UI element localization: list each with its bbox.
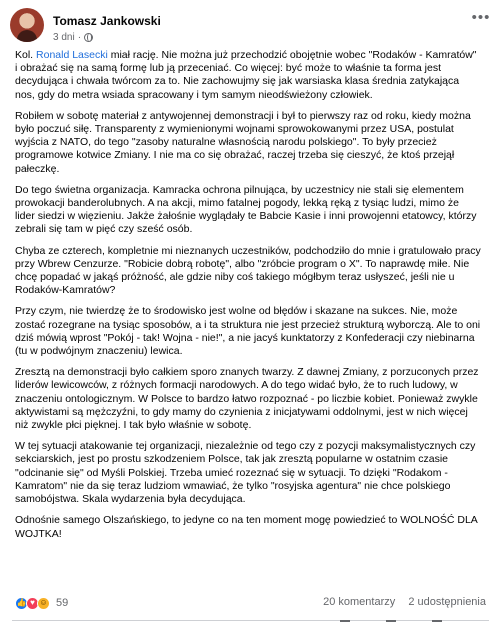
post-paragraph-6: Zresztą na demonstracji było całkiem sporo znanych twarzy. Z dawnej Zmiany, z porzuconych przez liderów lewicowców, z różnych formacji narodowych. A do tego widać było, że to ruch ludowy, w znaczeniu ontologicznym. W Polsce to bardzo łatwo rozpoznać - po liczbie kobiet. Ponieważ zwykle aktywistami są mężczyźni, to gdy mamy do czynienia z inicjatywami oddolnymi, jest w nich więcej niż zwykle płci pięknej. I tak było właśnie w sobotę. bbox=[15, 366, 479, 432]
like-action-icon[interactable] bbox=[340, 620, 350, 627]
post-paragraph-1 bbox=[15, 49, 481, 102]
reaction-summary[interactable] bbox=[15, 595, 68, 611]
post-paragraph-2: Robiłem w sobotę materiał z antywojennej demonstracji i był to pierwszy raz od roku, kiedy można było poczuć siłę. Transparenty z wymienionymi wojnami sprowokowanymi przez USA, postulat wyjścia z NATO, do tego "zasoby naturalne własnością narodu polskiego". To były przecież programowe kotwice Zmiany. I nie ma co się obrażać, raczej trzeba się cieszyć, że ktoś przejął pałeczkę. bbox=[15, 109, 471, 175]
author-avatar[interactable] bbox=[10, 8, 44, 42]
post-paragraph-7: W tej sytuacji atakowanie tej organizacji, niezależnie od tego czy z pozycji maksymalistycznych czy sekciarskich, jest po prostu szkodzeniem Polsce, tak jak zresztą popularne w ostatnim czasie "odcinanie się" od Myśli Polskiej. Trzeba umieć rozeznać się w sytuacji. To dzięki "Rodakom - Kamratom" nie da się teraz ludziom wmawiać, że tylko "rosyjska agentura" nie chce polskiego samobójstwa. Skala wydarzenia była decydująca. bbox=[15, 440, 476, 506]
haha-reaction-icon: ☺ bbox=[37, 597, 50, 610]
post-paragraph-5: Przy czym, nie twierdzę że to środowisko jest wolne od błędów i skazane na sukces. Nie, może zostać rozegrane na tysiąc sposobów, a i ta struktura nie jest przecież strukturą wyborczą. Ale to oni dziś mówią wprost "Pokój - tak! Wojna - nie!", a nie jacyś kunktatorzy z Konfederacji czy niebinarna (tu w podwójnym znaczeniu) lewica. bbox=[15, 305, 481, 358]
more-options-button[interactable]: ••• bbox=[471, 8, 491, 26]
meta-separator: · bbox=[77, 32, 82, 43]
comments-count-link[interactable]: 20 komentarzy bbox=[323, 596, 396, 608]
share-action-icon[interactable] bbox=[432, 620, 442, 627]
post-paragraph-4: Chyba ze czterech, kompletnie mi nieznanych uczestników, podchodziło do mnie i gratulowało pracy przy Wbrew Cenzurze. "Robicie dobrą robotę", albo "zróbcie program o X". To naprawdę miłe. Nie chcę popadać w jakąś próżność, ale gdzie niby coś takiego mógłbym teraz usłyszeć, jeśli nie u Rodaków-Kamratów? bbox=[15, 244, 481, 297]
post-meta bbox=[53, 32, 93, 43]
paragraph-1-prefix: Kol. bbox=[15, 49, 34, 61]
comment-action-icon[interactable] bbox=[386, 620, 396, 627]
author-name[interactable]: Tomasz Jankowski bbox=[53, 14, 161, 28]
mentioned-user-link[interactable]: Ronald Lasecki bbox=[36, 49, 108, 61]
engagement-stats bbox=[313, 596, 486, 608]
post-action-bar-edge bbox=[340, 620, 442, 625]
post-paragraph-3: Do tego świetna organizacja. Kamracka ochrona pilnująca, by uczestnicy nie stali się elementem prowokacji banderolubnych. A na akcji, mimo fatalnej pogody, lekką ręką z tysiąc ludzi, mimo że lider siedzi w więzieniu. Jakże żałośnie wyglądały te Babcie Kasie i inni prowojenni etatowcy, którzy zebrali się tam w pięć czy sześć osób. bbox=[15, 183, 477, 236]
like-reaction-icon: 👍 bbox=[15, 597, 28, 610]
post-paragraph-8: Odnośnie samego Olszańskiego, to jedyne co na ten moment mogę powiedzieć to WOLNOŚĆ DLA WOJTKA! bbox=[15, 514, 478, 540]
public-globe-icon bbox=[84, 33, 93, 42]
post-time[interactable]: 3 dni bbox=[53, 32, 75, 43]
shares-count-link[interactable]: 2 udostępnienia bbox=[408, 596, 486, 608]
post-content bbox=[15, 49, 481, 549]
reaction-count[interactable]: 59 bbox=[56, 597, 69, 609]
love-reaction-icon: ♥ bbox=[26, 597, 39, 610]
paragraph-1-text: miał rację. Nie można już przechodzić obojętnie wobec "Rodaków - Kamratów" i obrażać się na samą formę lub ją przeceniać. Co więcej: być może to właśnie ta forma jest decydująca i chwała twórcom za to. Nie zachowujmy się jak warsiaska klasa średnia zatykająca nos, gdy do metra wsiada spracowany i tym samym nieodświeżony człowiek. bbox=[15, 49, 477, 101]
